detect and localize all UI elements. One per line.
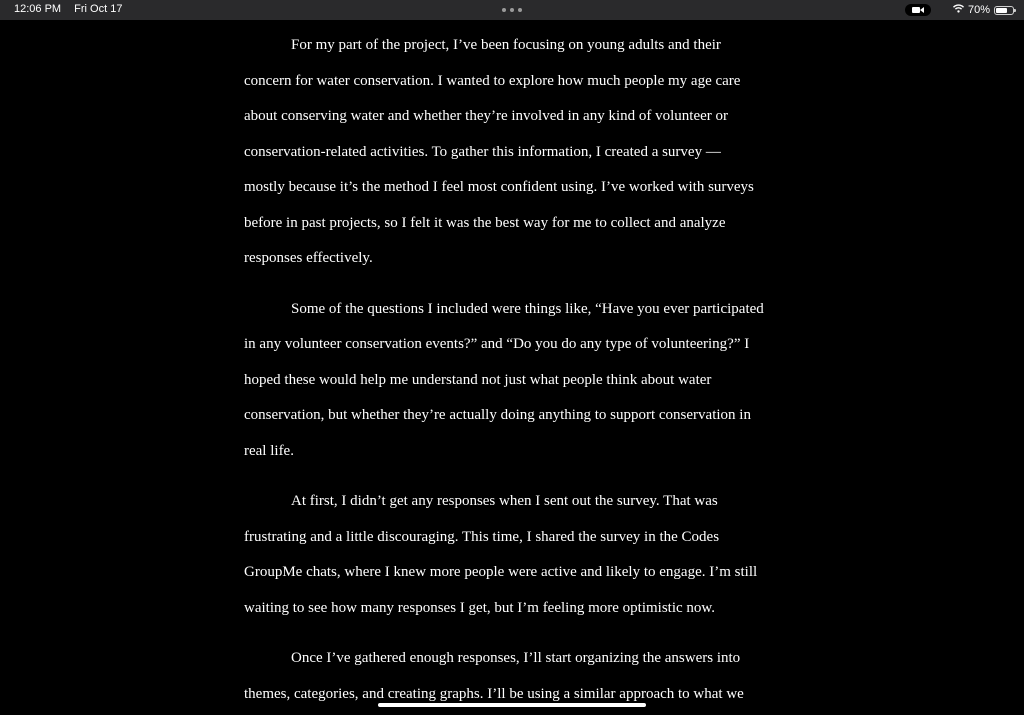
text-line: themes, categories, and creating graphs. I’ll be using a similar approach to what we (244, 685, 744, 702)
battery-percent: 70% (967, 4, 990, 16)
text-line: Some of the questions I included were things like, “Have you ever participated (291, 300, 764, 317)
text-line: GroupMe chats, where I knew more people were active and likely to engage. I’m still (244, 564, 758, 580)
status-time: 12:06 PM (14, 3, 62, 15)
multitasking-menu-icon[interactable] (502, 8, 522, 12)
battery-icon (994, 6, 1014, 15)
camera-icon[interactable] (905, 4, 931, 16)
text-line: mostly because it’s the method I feel most confident using. I’ve worked with surveys (244, 179, 754, 195)
status-bar (0, 0, 1024, 20)
home-indicator[interactable] (378, 703, 646, 707)
text-line: Once I’ve gathered enough responses, I’ll start organizing the answers into (291, 650, 741, 666)
text-line: before in past projects, so I felt it was the best way for me to collect and analyze (244, 214, 726, 231)
text-line: For my part of the project, I’ve been focusing on young adults and their (291, 37, 721, 53)
status-date: Fri Oct 17 (74, 3, 123, 15)
text-line: At first, I didn’t get any responses when I sent out the survey. That was (291, 493, 718, 509)
document-body[interactable] (244, 28, 784, 715)
text-line: in any volunteer conservation events?” and “Do you do any type of volunteering?” I (244, 336, 750, 352)
text-line: waiting to see how many responses I get, but I’m feeling more optimistic now. (244, 599, 716, 616)
paragraph (244, 292, 784, 470)
text-line: hoped these would help me understand not just what people think about water (244, 371, 712, 388)
battery-level-fill (996, 8, 1007, 13)
text-line: about conserving water and whether they’re involved in any kind of volunteer or (244, 108, 729, 124)
wifi-icon (953, 4, 964, 16)
status-indicators (905, 3, 1014, 17)
paragraph (244, 28, 784, 277)
status-time-date (14, 3, 132, 15)
text-line: frustrating and a little discouraging. This time, I shared the survey in the Codes (244, 528, 720, 545)
text-line: real life. (244, 442, 294, 459)
text-line: concern for water conservation. I wanted to explore how much people my age care (244, 72, 741, 89)
text-line: conservation-related activities. To gather this information, I created a survey — (244, 143, 721, 160)
text-line: responses effectively. (244, 250, 373, 266)
text-line: conservation, but whether they’re actually doing anything to support conservation in (244, 407, 751, 423)
paragraph (244, 484, 784, 626)
paragraph (244, 641, 784, 712)
